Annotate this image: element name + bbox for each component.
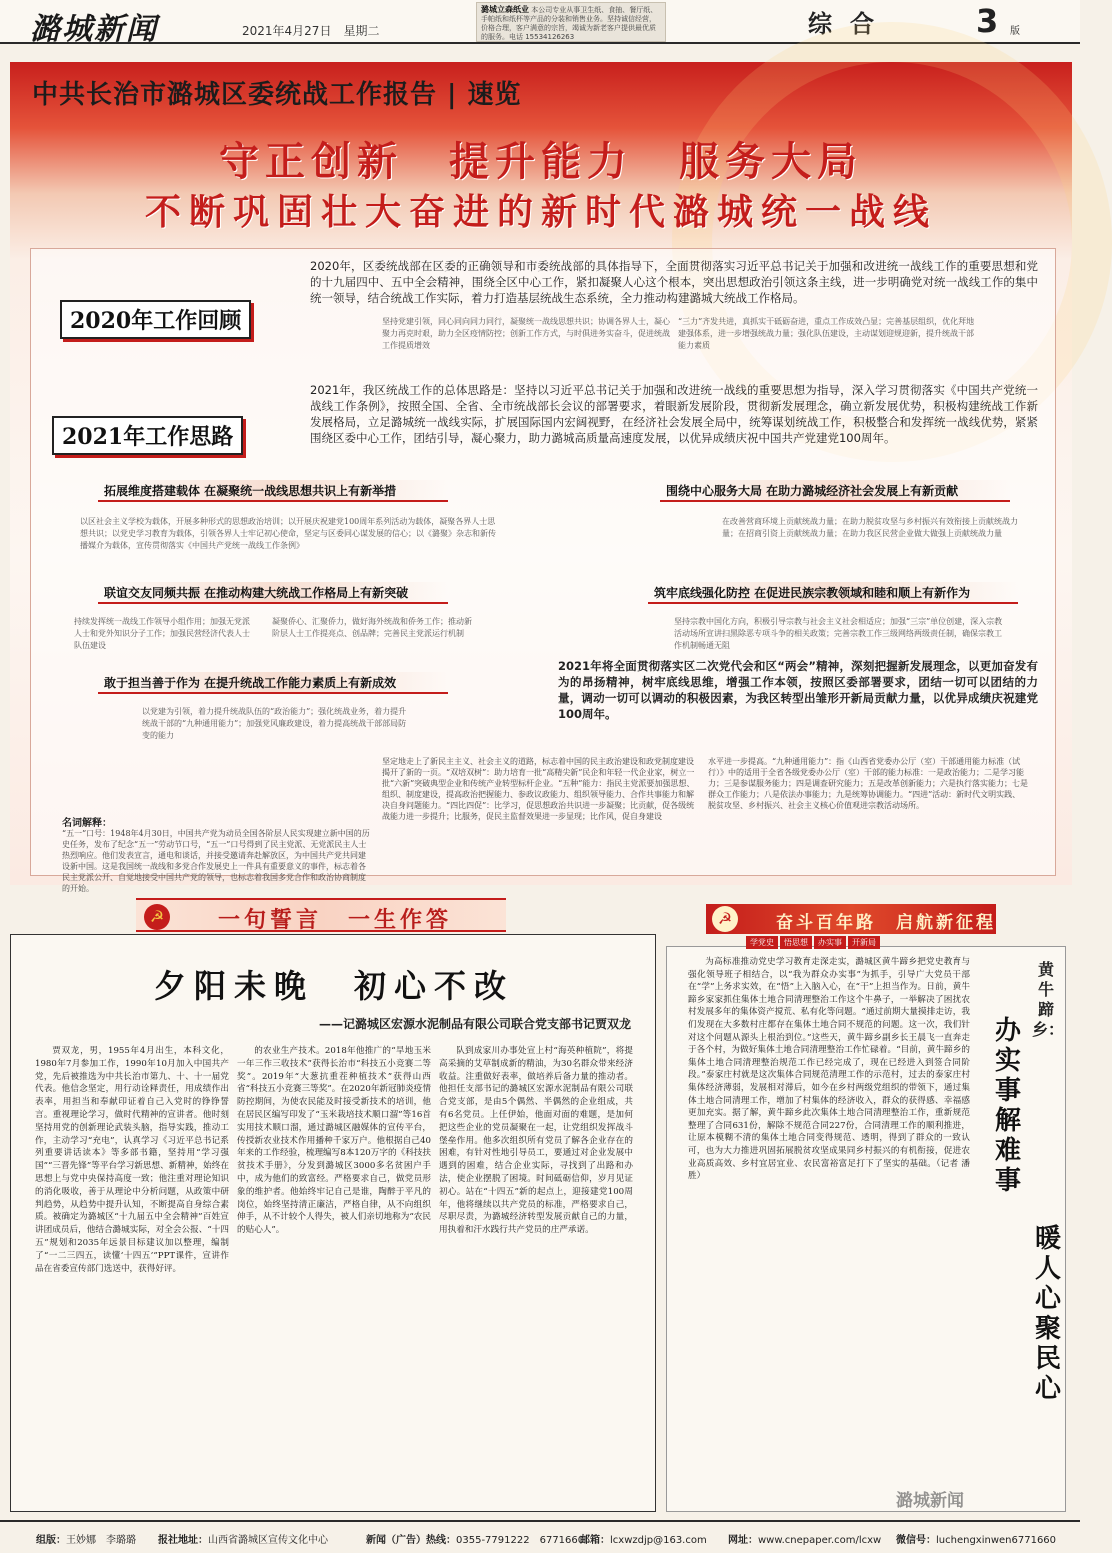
- task-detail-6: 以党建为引领，着力提升统战队伍的“政治能力”；强化统战业务，着力提升统战干部的“九种通用能力”；加强党风廉政建设，着力提高统战干部部局防变的能力: [142, 707, 407, 740]
- article-banner-text: 一句誓言 一生作答: [218, 907, 453, 933]
- article-subtitle: ——记潞城区宏源水泥制品有限公司联合党支部书记贾双龙: [318, 1017, 631, 1031]
- ad-body: 本公司专业从事卫生纸、食抽、餐厅纸、手帕纸和纸杯等产品的分装和销售业务。坚持诚信经营，价格合理，客户满意的宗旨，竭诚为新老客户提供最优质的服务。电话 15534126263: [481, 6, 658, 41]
- closing-text: 2021年将全面贯彻落实区二次党代会和区“两会”精神，深刻把握新发展理念，以更加奋发有为的昂扬精神，树牢底线思维，增强工作本领，按照区委部署要求，团结一切可以团结的力量，调动一切可以调动的积极因素，为我区转型出雏形开新局贡献力量，以优异成绩庆祝建党100周年。: [558, 659, 1038, 721]
- side-tags: [746, 936, 882, 949]
- footer-wechat-value: luchengxinwen6771660: [936, 1535, 1057, 1546]
- article-paragraph-3: 队到成家川办事处宣上村“海英种植院”，将提高采摘的艾草制成新的精油，为30名群众带来经济收益。注重做好表率，做培养后备力量的推动者。他担任支部书记的潞城区宏源水泥制品有限公司联合党支部，是由5个偶然、半偶然的企业组成，共有6名党员。上任伊始，他面对面的难题，是加何把这些企业的党员凝聚在一起，让党组织发挥战斗堡垒作用。他多次组织所有党员了解各企业存在的困难，有针对性地引导员工，要通过对企业发展中遇到的困难，结合企业实际，寻找到了出路和办法，使企业摆脱了困境。时间砥砺信仰，岁月见证初心。站在“十四五”新的起点上，迎接建党100周年，他将继续以共产党员的标准，严格要求自己，尽职尽责，为潞城经济转型发展贡献自己的力量，用执着和汗水践行共产党员的庄严承诺。: [439, 1046, 633, 1236]
- report-header: 中共长治市潞城区委统战工作报告 | 速览: [32, 80, 522, 110]
- footer-wechat: [896, 1531, 1056, 1546]
- profile-article: [10, 898, 660, 1516]
- task-detail-2: 在改善营商环境上贡献统战力量；在助力脱贫攻坚与乡村振兴有效衔接上贡献统战力量；在招商引资上贡献统战力量；在助力我区民营企业做大做强上贡献统战力量: [722, 517, 1018, 538]
- footer-address-value: 山西省潞城区宣传文化中心: [208, 1535, 328, 1546]
- task-heading-3: 联谊交友同频共振 在推动构建大统战工作格局上有新突破: [98, 582, 448, 604]
- side-tag: 办实事: [814, 936, 846, 949]
- side-title-part-1: 办实事解难事: [994, 1016, 1021, 1196]
- watermark: 潞城新闻: [896, 1491, 964, 1511]
- glossary-col-1: “五一”口号：1948年4月30日，中国共产党为动员全国各阶层人民实现建立新中国的历史任务，发布了纪念“五一”劳动节口号，“五一”口号得到了民主党派、无党派民主人士热烈响应。他们发表宣言，通电和谈话，并接受邀请奔赴解放区，为中国共产党共同建设新中国。这是我国统一战线和多党合作发展史上一件具有重要意义的事件，标志着各民主党派公开、自觉地接受中国共产党的领导，也标志着我国多党合作和政治协商制度的开始。: [62, 829, 370, 893]
- review-points-left: 坚持党建引领，同心同向同力同行，凝聚统一战线思想共识；协调各界人士，凝心聚力再克时艰，助力全区疫情防控；创新工作方式，与时俱进务实奋斗，促进统战工作提质增效: [382, 317, 670, 350]
- task-heading-4: 筑牢底线强化防控 在促进民族宗教领域和睦和顺上有新作为: [648, 582, 1018, 604]
- task-detail-4: 凝聚侨心、汇聚侨力，做好海外统战和侨务工作；推动新阶层人士工作提亮点、创品牌；完善民主党派运行机制: [272, 617, 472, 638]
- footer-editor: [36, 1531, 136, 1546]
- side-banner: [706, 904, 996, 934]
- side-tag: 开新局: [848, 936, 880, 949]
- article-banner: [136, 898, 506, 932]
- party-emblem-icon: ☭: [144, 904, 170, 930]
- task-heading-1: 拓展维度搭建载体 在凝聚统一战线思想共识上有新举措: [98, 480, 448, 502]
- page-suffix: 版: [1010, 26, 1020, 37]
- article-column-1: [35, 1045, 229, 1507]
- glossary-col-2: 坚定地走上了新民主主义、社会主义的道路，标志着中国的民主政治建设和政党制度建设揭开了新的一页。“双培双树”：助力培育一批“高精尖新”民企和年轻一代企业家，树立一批“六新”突破典型企业和传统产业转型标杆企业。“五种”能力：指民主党派要加强思想、组织、制度建设，提高政治把握能力、参政议政能力、组织领导能力、合作共事能力和解决自身问题能力。“四比四促”：比学习，促思想政治共识进一步凝聚；比贡献，促各级统战能力进一步提升；比服务，促民主监督效果进一步显现；比作风，促自身建设: [382, 757, 695, 821]
- glossary-title: 名词解释：: [62, 818, 112, 829]
- plan-text: 2021年，我区统战工作的总体思路是：坚持以习近平总书记关于加强和改进统一战线的重要思想为指导，深入学习贯彻落实《中国共产党统一战线工作条例》，按照全国、全省、全市统战部长会议的部署要求，着眼新发展阶段，贯彻新发展理念，确立新发展优势，积极构建统战工作新发展格局，立足潞城统一战线实际，扩展国际国内宏阔视野，在经济社会发展全局中，统筹谋划统战工作，积极整合和发挥统一战线优势，紧紧围绕区委中心工作，团结引导，凝心聚力，助力潞城高质量高速度发展，以优异成绩庆祝中国共产党建党100周年。: [310, 383, 1038, 445]
- side-article: [666, 898, 1070, 1516]
- slogan-line-1: 守正创新 提升能力 服务大局: [219, 138, 863, 185]
- footer-address: [158, 1531, 328, 1546]
- review-tag: 2020年工作回顾: [60, 300, 251, 339]
- party-emblem-icon: ☭: [712, 906, 738, 932]
- page-number: 3: [976, 2, 999, 40]
- footer-email-label: 邮箱：: [580, 1535, 610, 1546]
- article-paragraph-1: 贾双龙，男，1955年4月出生，本科文化，1980年7月参加工作，1990年10月加入中国共产党，先后被推选为中共长治市第九、十、十一届党代表。他信念坚定，用行动诠释责任，用成绩作出表率，用担当和奉献印证着自己入党时的铮铮誓言。重视理论学习，做时代精神的宣讲者。他时刻坚持用党的创新理论武装头脑，指导实践，推动工作，主动学习“充电”，认真学习《习近平总书记系列重要讲话读本》等多部书籍，坚持用“学习强国”“三晋先锋”等平台学习新思想、新精神，始终在思想上与党中央保持高度一致；他注重对理论知识的消化吸收，善于从理论中分析问题，从政策中研判趋势，从趋势中提升认知，不断提高自身综合素质。被确定为潞城区“十九届五中全会精神”百姓宣讲团成员后，他结合潞城实际，对全会公报、“十四五”规划和2035年远景目标建议加以整理，编制了“一二三四五，读懂‘十四五’”PPT课件，宣讲作品在省委宣传部门选送中，获得好评。: [35, 1046, 229, 1274]
- footer: [0, 1520, 1080, 1553]
- review-points-right: “三力”齐发共进，真抓实干砥砺奋进，重点工作成效凸显；完善基层组织，优化拜地建强体系，进一步增强统战力量；强化队伍建设，主动谋划迎规迎新，提升统战干部能力素质: [678, 317, 975, 350]
- slogan-line-2: 不断巩固壮大奋进的新时代潞城统一战线: [144, 191, 937, 233]
- footer-wechat-label: 微信号：: [896, 1535, 936, 1546]
- task-detail-5: 坚持宗教中国化方向，积极引导宗教与社会主义社会相适应；加强“三宗”单位创建，深入宗教活动场所宣讲扫黑除恶专项斗争的相关政策；完善宗教工作三级网络两级责任制，确保宗教工作机制畅通无阻: [674, 617, 1003, 650]
- section-name: 综合: [808, 9, 892, 38]
- footer-hotline-label: 新闻（广告）热线：: [366, 1535, 456, 1546]
- footer-website[interactable]: [728, 1531, 881, 1546]
- paper-name: 潞城新闻: [30, 12, 158, 47]
- issue-date: 2021年4月27日 星期二: [242, 24, 380, 38]
- plan-tag: 2021年工作思路: [52, 416, 243, 455]
- side-article-paragraph: 为高标准推动党史学习教育走深走实，潞城区黄牛蹄乡把党史教育与强化领导班子相结合，以“我为群众办实事”为抓手，引导广大党员干部在“学”上务求实效，在“悟”上入脑入心，在“干”上担当作为。日前，黄牛蹄乡家家抓住集体土地合同清理整治工作这个牛鼻子，一举解决了困扰农村发展多年的集体资产搅荒、私有化等问题。“通过前期大量摸排走访，我们发现在大多数村庄都存在集体土地合同不规范的问题。这一次，我们针对这个问题从源头上根治到位。”这些天，黄牛蹄乡副乡长王晨飞一直奔走于各个村，为做好集体土地合同清理整治工作忙碌着。“目前，黄牛蹄乡的集体土地合同清理整治规范工作已经完成了，现在已经进入到签合同阶段。”泰家庄村就是这次集体合同规范清理工作的示范村，过去的泰家庄村集体经济薄弱，发展相对滞后，如今在乡村两级党组织的带领下，通过集体土地合同清理工作，增加了村集体的经济收入，群众的获得感、幸福感更加充实。据了解，黄牛蹄乡此次集体土地合同清理整治工作，重新规范整理了合同631份，解除不规范合同227份，合同清理工作的顺利推进，让原本模糊不清的集体土地合同变得规范、透明，得到了群众的一致认可，也为大力推进巩固拓展脱贫攻坚成果同乡村振兴的有机衔接，促进农业高质高效、乡村宜居宜业、农民富裕富足打下了坚实的基础。（记者 潘胜）: [688, 957, 970, 1182]
- glossary-col-3: 水平进一步提高。“九种通用能力”：指《山西省党委办公厅（室）干部通用能力标准（试行）》中的适用于全省各级党委办公厅（室）干部的能力标准：一是政治能力；二是学习能力；三是参谋服务能力；四是调查研究能力；五是改革创新能力；六是执行落实能力；七是群众工作能力；八是依法办事能力；九是统筹协调能力。“四进”活动：新时代文明实践、脱贫攻坚、乡村振兴、社会主义核心价值观进宗教活动场所。: [708, 757, 1028, 810]
- side-banner-text: 奋斗百年路 启航新征程: [776, 913, 996, 933]
- footer-editor-value: 王妙娜 李璐璐: [66, 1535, 136, 1546]
- footer-address-label: 报社地址：: [158, 1535, 208, 1546]
- united-front-report: [10, 62, 1072, 893]
- footer-website-label: 网址：: [728, 1535, 758, 1546]
- article-column-3: [439, 1045, 633, 1507]
- task-detail-1: 以区社会主义学校为载体，开展多种形式的思想政治培训；以开展庆祝建党100周年系列活动为载体，凝聚各界人士思想共识；以党史学习教育为载体，引领各界人士牢记初心使命，坚定与区委同心谋发展的信心；以《潞聚》杂志和新传播媒介为载体，宣传贯彻落实《中国共产党统一战线工作条例》: [80, 517, 496, 550]
- article-paragraph-2: 的农业生产技术。2018年他推广的“旱地玉米一年三作三收技术”获得长治市“科技五小竞赛二等奖”。2019年“大葱抗重茬种植技术”获得山西省“科技五小竞赛三等奖”。在2020年新冠肺炎疫情防控期间，为使农民能及时接受新技术的培训，他在居民区编写印发了“玉米栽培技术顺口溜”等16首实用技术顺口溜，通过潞城区融媒体的宣传平台，传授新农业技术作用播种千家万户。他根据自己40年来的工作经验，梳理编写8本120万字的《科技扶贫技术手册》，分发到潞城区3000多名贫困户手中，成为他们的致富经。严格要求自己，做党员形象的维护者。他始终牢记自己是谁，陶醉于平凡的岗位，始终坚持清正廉洁，严格自律，从不向组织伸手，从不计较个人得失，被人们亲切地称为“农民的贴心人”。: [237, 1046, 431, 1236]
- side-title-part-2: 暖人心聚民心: [1034, 1224, 1061, 1404]
- ad-title: 潞城立森纸业: [481, 5, 529, 14]
- footer-editor-label: 组版：: [36, 1535, 66, 1546]
- review-text: 2020年，区委统战部在区委的正确领导和市委统战部的具体指导下，全面贯彻落实习近平总书记关于加强和改进统一战线工作的重要思想和党的十九届四中、五中全会精神，围绕全区中心工作，紧扣凝聚人心这个根本，突出思想政治引领这条主线，进一步明确党对统一战线工作的集中统一领导，结合统战工作实际，着力打造基层统战生态系统，全力推动构建潞城大统战工作格局。: [310, 259, 1038, 305]
- footer-email-value: lcxwzdjp@163.com: [610, 1535, 707, 1546]
- article-box: [10, 934, 656, 1512]
- task-heading-5: 敢于担当善于作为 在提升统战工作能力素质上有新成效: [98, 672, 448, 694]
- footer-email: [580, 1531, 707, 1546]
- side-article-body: [688, 956, 970, 1502]
- side-kicker: 黄牛蹄乡：: [1032, 960, 1065, 1039]
- article-column-2: [237, 1045, 431, 1507]
- side-tag: 悟思想: [780, 936, 812, 949]
- header-advertisement: [476, 2, 666, 42]
- footer-hotline-value: 0355-7791222 6771660: [456, 1535, 585, 1546]
- footer-hotline: [366, 1531, 584, 1546]
- task-detail-3: 持续发挥统一战线工作领导小组作用；加强无党派人士和党外知识分子工作；加强民营经济代表人士队伍建设: [74, 617, 250, 650]
- article-title: 夕阳未晚 初心不改: [153, 967, 514, 1005]
- side-tag: 学党史: [746, 936, 778, 949]
- task-heading-2: 围绕中心服务大局 在助力潞城经济社会发展上有新贡献: [660, 480, 1010, 502]
- footer-website-link[interactable]: www.cnepaper.com/lcxw: [758, 1535, 882, 1546]
